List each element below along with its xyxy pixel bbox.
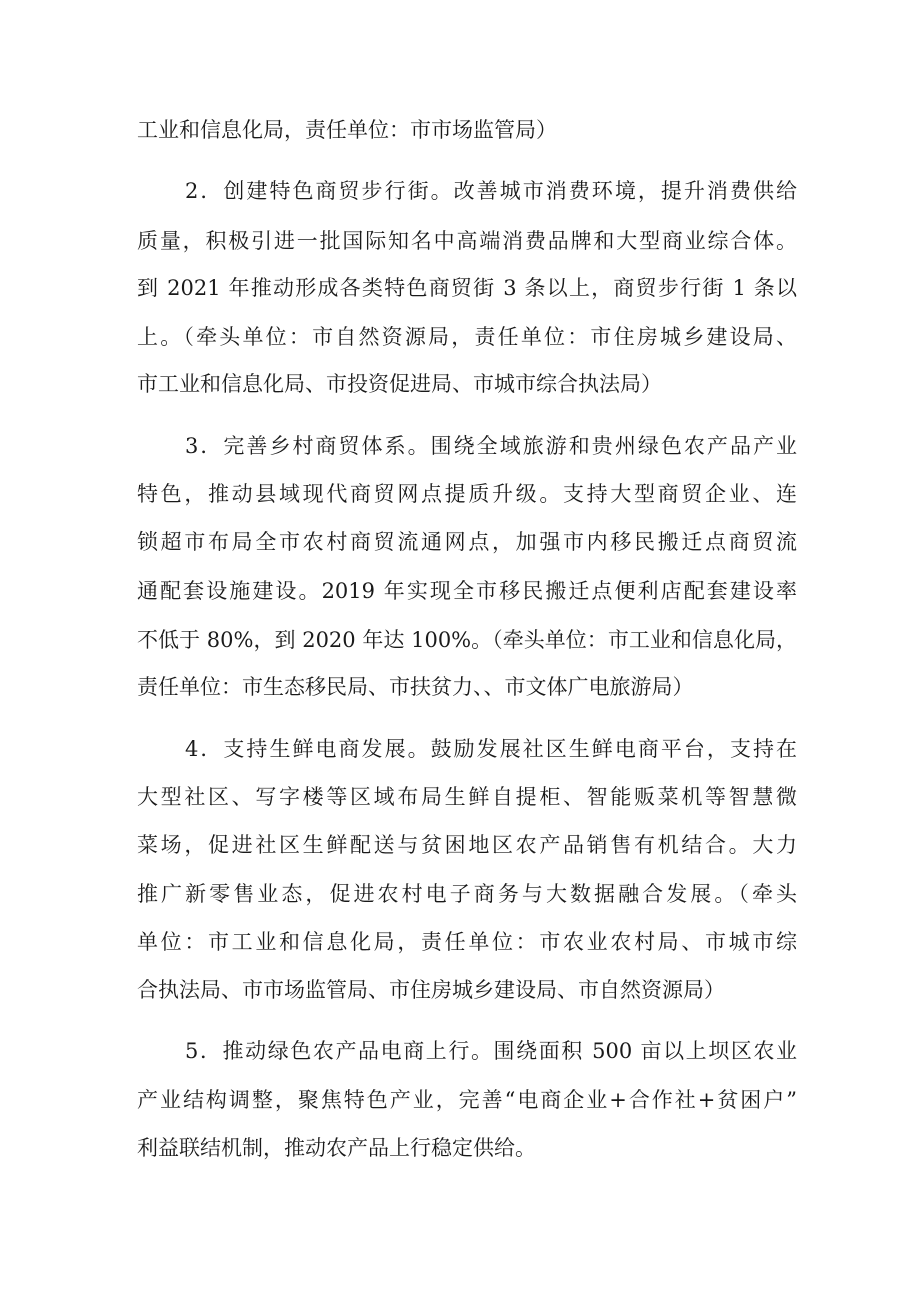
- paragraph-line: 3．完善乡村商贸体系。围绕全域旅游和贵州绿色农产品产业: [185, 434, 797, 458]
- paragraph-line: 推广新零售业态，促进农村电子商务与大数据融合发展。（牵头: [137, 882, 797, 906]
- paragraph-line: 市工业和信息化局、市投资促进局、市城市综合执法局）: [137, 372, 662, 396]
- paragraph-line: 通配套设施建设。2019 年实现全市移民搬迁点便利店配套建设率: [137, 579, 797, 603]
- paragraph-line: 不低于 80%，到 2020 年达 100%。（牵头单位：市工业和信息化局，: [137, 628, 797, 652]
- paragraph-line: 2．创建特色商贸步行街。改善城市消费环境，提升消费供给: [185, 179, 797, 203]
- paragraph-line: 利益联结机制，推动农产品上行稳定供给。: [137, 1136, 536, 1160]
- paragraph-line: 单位：市工业和信息化局，责任单位：市农业农村局、市城市综: [137, 930, 797, 954]
- paragraph-line: 工业和信息化局，责任单位：市市场监管局）: [137, 118, 557, 142]
- paragraph-line: 4．支持生鲜电商发展。鼓励发展社区生鲜电商平台，支持在: [185, 737, 797, 761]
- paragraph-line: 大型社区、写字楼等区域布局生鲜自提柜、智能贩菜机等智慧微: [137, 785, 797, 809]
- paragraph-line: 产业结构调整，聚焦特色产业，完善“电商企业+合作社+贫困户”: [137, 1088, 797, 1112]
- paragraph-line: 上。（牵头单位：市自然资源局，责任单位：市住房城乡建设局、: [137, 325, 797, 349]
- paragraph-line: 菜场，促进社区生鲜配送与贫困地区农产品销售有机结合。大力: [137, 833, 797, 857]
- paragraph-line: 到 2021 年推动形成各类特色商贸街 3 条以上，商贸步行街 1 条以: [137, 276, 797, 300]
- paragraph-line: 特色，推动县域现代商贸网点提质升级。支持大型商贸企业、连: [137, 482, 797, 506]
- paragraph-line: 合执法局、市市场监管局、市住房城乡建设局、市自然资源局）: [137, 978, 725, 1002]
- paragraph-line: 5．推动绿色农产品电商上行。围绕面积 500 亩以上坝区农业: [185, 1039, 797, 1063]
- paragraph-line: 锁超市布局全市农村商贸流通网点，加强市内移民搬迁点商贸流: [137, 530, 797, 554]
- paragraph-line: 责任单位：市生态移民局、市扶贫力、、市文体广电旅游局）: [137, 675, 694, 699]
- paragraph-line: 质量，积极引进一批国际知名中高端消费品牌和大型商业综合体。: [137, 229, 797, 253]
